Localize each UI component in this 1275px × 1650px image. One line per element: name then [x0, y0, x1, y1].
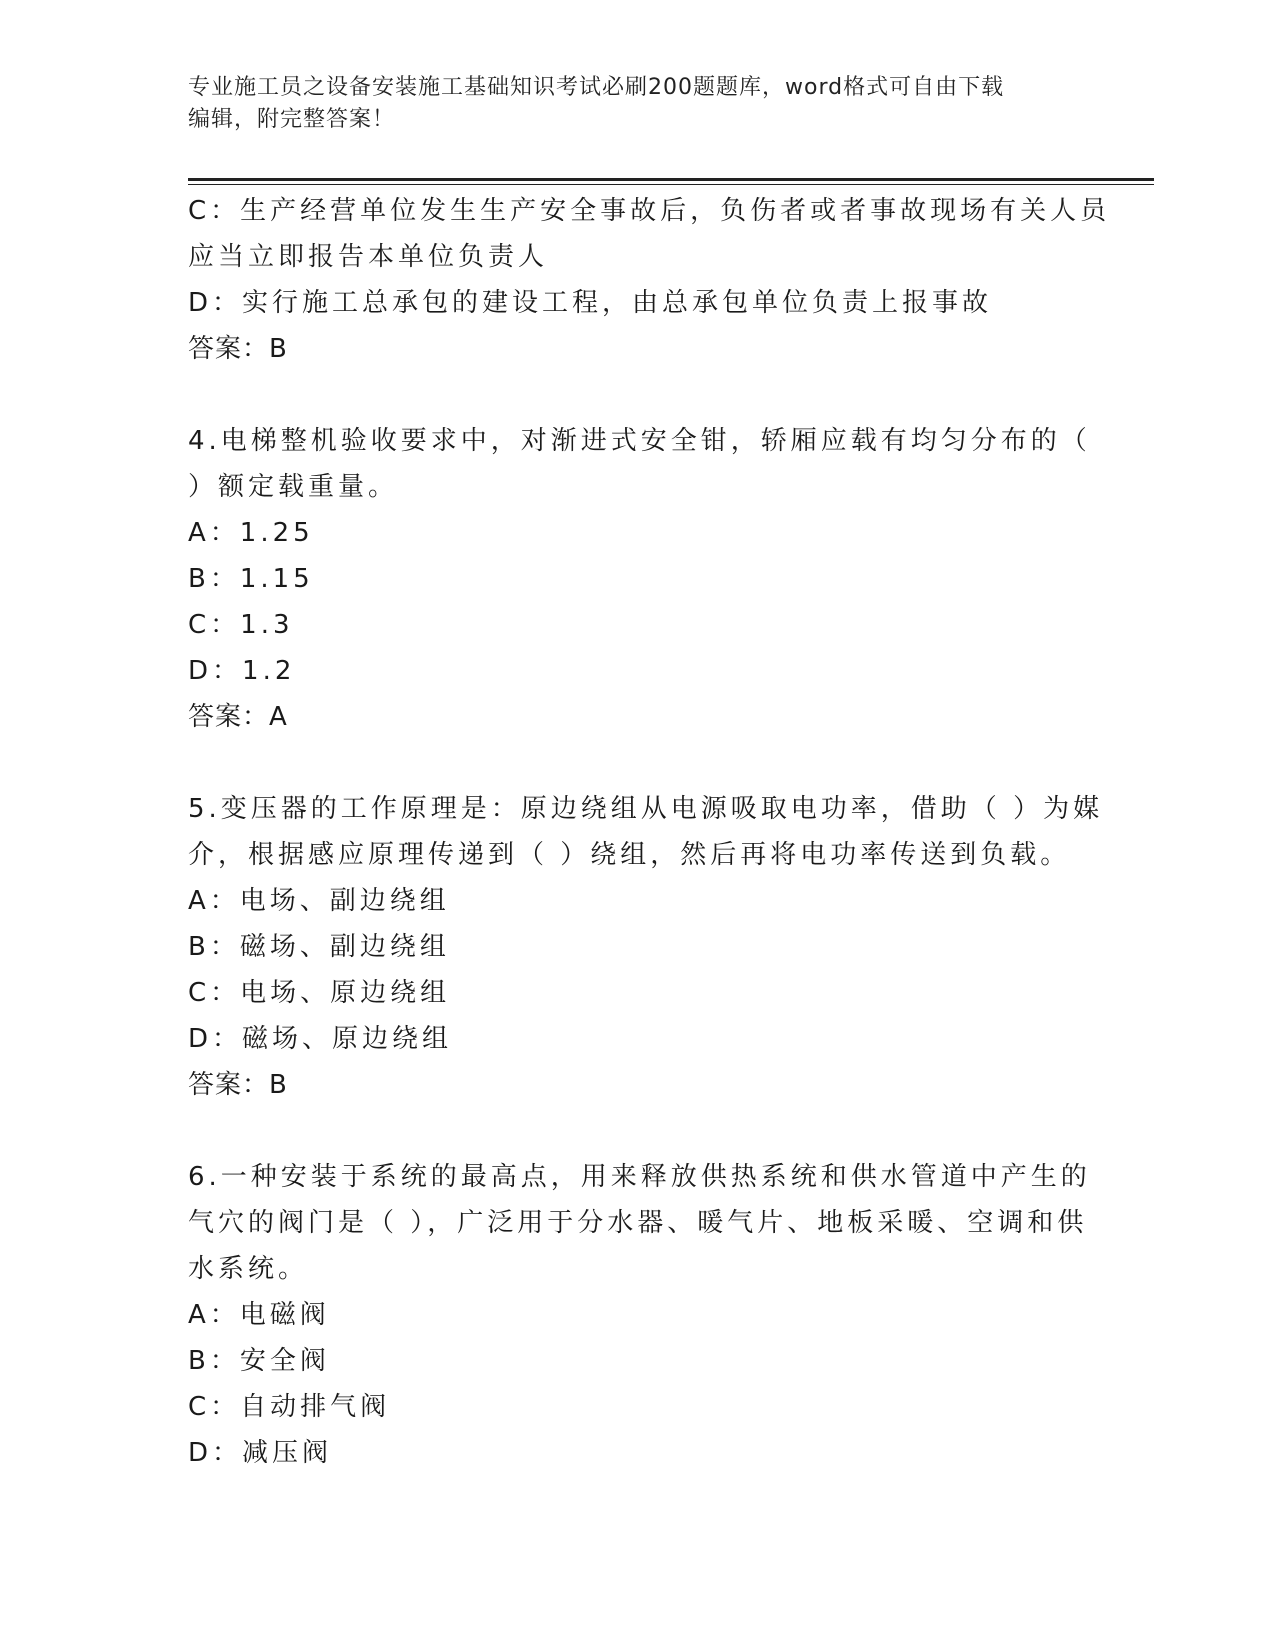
q5-option-c: C：电场、原边绕组 [188, 978, 451, 1008]
q6-option-b: B：安全阀 [188, 1346, 330, 1376]
header-divider-thick [188, 178, 1154, 181]
q4-option-a: A：1.25 [188, 518, 314, 548]
q5-stem-line1: 5.变压器的工作原理是：原边绕组从电源吸取电功率，借助（ ）为媒 [188, 794, 1104, 824]
q6-stem-line2: 气穴的阀门是（ ），广泛用于分水器、暖气片、地板采暖、空调和供 [188, 1208, 1088, 1238]
document-header [188, 72, 1088, 136]
header-title-line2: 编辑，附完整答案！ [188, 107, 396, 132]
q5-option-a: A：电场、副边绕组 [188, 886, 450, 916]
q6-option-a: A：电磁阀 [188, 1300, 330, 1330]
q6-option-c: C：自动排气阀 [188, 1392, 391, 1422]
q4-option-d: D：1.2 [188, 656, 296, 686]
question-content [188, 188, 1111, 1476]
q4-answer: 答案：A [188, 702, 288, 732]
q3-option-c-line2: 应当立即报告本单位负责人 [188, 242, 549, 272]
header-title-line1: 专业施工员之设备安装施工基础知识考试必刷200题题库，word格式可自由下载 [188, 75, 1005, 100]
q3-option-d: D：实行施工总承包的建设工程，由总承包单位负责上报事故 [188, 288, 993, 318]
q4-stem-line1: 4.电梯整机验收要求中，对渐进式安全钳，轿厢应载有均匀分布的（ [188, 426, 1091, 456]
q4-option-b: B：1.15 [188, 564, 314, 594]
q3-option-c-line1: C：生产经营单位发生生产安全事故后，负伤者或者事故现场有关人员 [188, 196, 1111, 226]
q3-answer: 答案：B [188, 334, 288, 364]
q6-stem-line3: 水系统。 [188, 1254, 309, 1284]
q5-answer: 答案：B [188, 1070, 288, 1100]
q5-option-d: D：磁场、原边绕组 [188, 1024, 453, 1054]
q4-option-c: C：1.3 [188, 610, 294, 640]
question-3-tail [188, 188, 1111, 372]
q6-option-d: D：减压阀 [188, 1438, 333, 1468]
q6-stem-line1: 6.一种安装于系统的最高点，用来释放供热系统和供水管道中产生的 [188, 1162, 1091, 1192]
question-6 [188, 1154, 1091, 1476]
header-divider-thin [188, 184, 1154, 185]
q5-option-b: B：磁场、副边绕组 [188, 932, 450, 962]
question-4 [188, 418, 1091, 740]
question-5 [188, 786, 1104, 1108]
q4-stem-line2: ）额定载重量。 [188, 472, 399, 502]
q5-stem-line2: 介，根据感应原理传递到（ ）绕组，然后再将电功率传送到负载。 [188, 840, 1071, 870]
header-divider [188, 178, 1154, 185]
